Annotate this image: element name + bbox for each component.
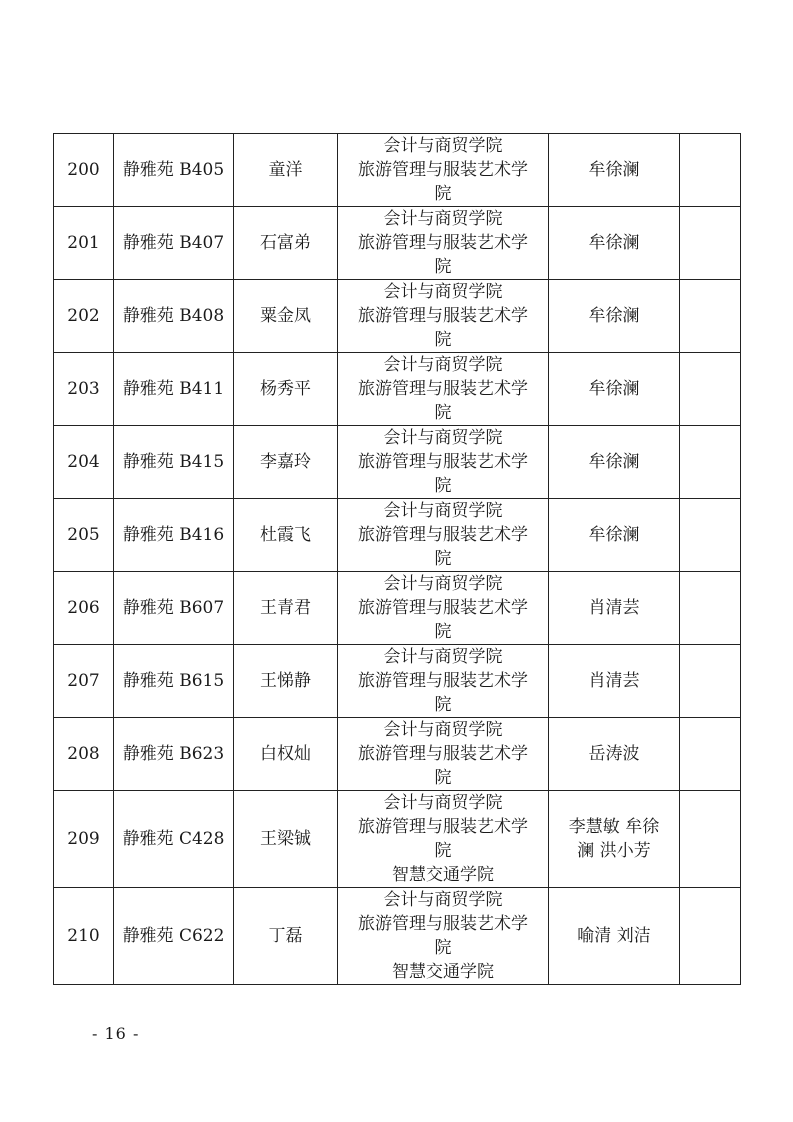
- college-line: 会计与商贸学院: [383, 355, 503, 375]
- college-line: 旅游管理与服装艺术学: [358, 306, 528, 326]
- dormitory-table: [53, 133, 741, 985]
- table-row: [54, 426, 741, 499]
- college-line: 旅游管理与服装艺术学: [358, 598, 528, 618]
- note-cell: [680, 426, 741, 499]
- note-cell: [680, 353, 741, 426]
- college-line: 旅游管理与服装艺术学: [358, 452, 528, 472]
- college-cell: [338, 280, 549, 353]
- note-cell: [680, 499, 741, 572]
- student-name-cell: 李嘉玲: [234, 426, 338, 499]
- row-number-cell: 205: [54, 499, 114, 572]
- note-cell: [680, 888, 741, 985]
- advisor-cell: [549, 426, 680, 499]
- table-row: [54, 353, 741, 426]
- dormitory-table-container: [53, 133, 741, 985]
- table-row: [54, 207, 741, 280]
- row-number-cell: 204: [54, 426, 114, 499]
- dorm-room-cell: 静雅苑 B416: [114, 499, 234, 572]
- college-line: 会计与商贸学院: [383, 890, 503, 910]
- table-row: [54, 134, 741, 207]
- dorm-room-cell: 静雅苑 B623: [114, 718, 234, 791]
- row-number-cell: 207: [54, 645, 114, 718]
- advisor-cell: [549, 645, 680, 718]
- student-name-cell: 王梁铖: [234, 791, 338, 888]
- table-row: [54, 280, 741, 353]
- advisor-cell: [549, 280, 680, 353]
- college-line: 旅游管理与服装艺术学: [358, 671, 528, 691]
- advisor-cell: [549, 353, 680, 426]
- college-line: 旅游管理与服装艺术学: [358, 914, 528, 934]
- advisor-line: 牟徐澜: [588, 233, 640, 253]
- advisor-line: 喻清 刘洁: [577, 926, 651, 946]
- college-line: 旅游管理与服装艺术学: [358, 160, 528, 180]
- college-line: 院: [434, 330, 452, 350]
- college-line: 旅游管理与服装艺术学: [358, 817, 528, 837]
- college-line: 会计与商贸学院: [383, 574, 503, 594]
- table-body: [54, 134, 741, 985]
- dorm-room-cell: 静雅苑 B407: [114, 207, 234, 280]
- college-cell: [338, 645, 549, 718]
- advisor-line: 澜 洪小芳: [577, 841, 651, 861]
- college-line: 院: [434, 549, 452, 569]
- college-line: 会计与商贸学院: [383, 501, 503, 521]
- page-number: - 16 -: [92, 1024, 140, 1043]
- dorm-room-cell: 静雅苑 B408: [114, 280, 234, 353]
- advisor-cell: [549, 718, 680, 791]
- advisor-line: 李慧敏 牟徐: [568, 817, 660, 837]
- college-line: 旅游管理与服装艺术学: [358, 525, 528, 545]
- student-name-cell: 丁磊: [234, 888, 338, 985]
- advisor-line: 肖清芸: [588, 671, 640, 691]
- advisor-line: 牟徐澜: [588, 452, 640, 472]
- student-name-cell: 白权灿: [234, 718, 338, 791]
- college-cell: [338, 718, 549, 791]
- note-cell: [680, 134, 741, 207]
- college-line: 院: [434, 622, 452, 642]
- advisor-cell: [549, 572, 680, 645]
- college-cell: [338, 499, 549, 572]
- college-cell: [338, 134, 549, 207]
- college-line: 院: [434, 768, 452, 788]
- table-row: [54, 718, 741, 791]
- college-line: 院: [434, 476, 452, 496]
- note-cell: [680, 207, 741, 280]
- college-line: 旅游管理与服装艺术学: [358, 233, 528, 253]
- college-line: 院: [434, 257, 452, 277]
- student-name-cell: 杨秀平: [234, 353, 338, 426]
- college-line: 旅游管理与服装艺术学: [358, 379, 528, 399]
- college-line: 院: [434, 695, 452, 715]
- college-cell: [338, 572, 549, 645]
- advisor-line: 牟徐澜: [588, 306, 640, 326]
- college-cell: [338, 207, 549, 280]
- college-line: 院: [434, 184, 452, 204]
- dorm-room-cell: 静雅苑 C622: [114, 888, 234, 985]
- note-cell: [680, 280, 741, 353]
- table-row: [54, 791, 741, 888]
- college-cell: [338, 888, 549, 985]
- dorm-room-cell: 静雅苑 B405: [114, 134, 234, 207]
- note-cell: [680, 718, 741, 791]
- student-name-cell: 王青君: [234, 572, 338, 645]
- student-name-cell: 石富弟: [234, 207, 338, 280]
- dorm-room-cell: 静雅苑 B607: [114, 572, 234, 645]
- note-cell: [680, 791, 741, 888]
- advisor-cell: [549, 791, 680, 888]
- college-cell: [338, 353, 549, 426]
- college-line: 会计与商贸学院: [383, 282, 503, 302]
- student-name-cell: 童洋: [234, 134, 338, 207]
- college-line: 院: [434, 938, 452, 958]
- row-number-cell: 203: [54, 353, 114, 426]
- college-line: 会计与商贸学院: [383, 428, 503, 448]
- note-cell: [680, 645, 741, 718]
- table-row: [54, 645, 741, 718]
- college-line: 会计与商贸学院: [383, 647, 503, 667]
- college-line: 会计与商贸学院: [383, 136, 503, 156]
- table-row: [54, 888, 741, 985]
- dorm-room-cell: 静雅苑 B411: [114, 353, 234, 426]
- table-row: [54, 499, 741, 572]
- college-line: 会计与商贸学院: [383, 209, 503, 229]
- dorm-room-cell: 静雅苑 B615: [114, 645, 234, 718]
- row-number-cell: 206: [54, 572, 114, 645]
- dorm-room-cell: 静雅苑 B415: [114, 426, 234, 499]
- note-cell: [680, 572, 741, 645]
- advisor-cell: [549, 888, 680, 985]
- college-line: 会计与商贸学院: [383, 720, 503, 740]
- student-name-cell: 粟金凤: [234, 280, 338, 353]
- row-number-cell: 201: [54, 207, 114, 280]
- student-name-cell: 王悌静: [234, 645, 338, 718]
- college-line: 院: [434, 841, 452, 861]
- college-line: 旅游管理与服装艺术学: [358, 744, 528, 764]
- table-row: [54, 572, 741, 645]
- college-line: 智慧交通学院: [392, 865, 494, 885]
- row-number-cell: 210: [54, 888, 114, 985]
- college-cell: [338, 426, 549, 499]
- advisor-line: 牟徐澜: [588, 379, 640, 399]
- college-line: 智慧交通学院: [392, 962, 494, 982]
- row-number-cell: 209: [54, 791, 114, 888]
- row-number-cell: 202: [54, 280, 114, 353]
- college-line: 院: [434, 403, 452, 423]
- advisor-line: 肖清芸: [588, 598, 640, 618]
- college-cell: [338, 791, 549, 888]
- advisor-cell: [549, 207, 680, 280]
- advisor-line: 岳涛波: [588, 744, 640, 764]
- advisor-cell: [549, 499, 680, 572]
- row-number-cell: 200: [54, 134, 114, 207]
- student-name-cell: 杜霞飞: [234, 499, 338, 572]
- advisor-line: 牟徐澜: [588, 525, 640, 545]
- advisor-line: 牟徐澜: [588, 160, 640, 180]
- row-number-cell: 208: [54, 718, 114, 791]
- college-line: 会计与商贸学院: [383, 793, 503, 813]
- advisor-cell: [549, 134, 680, 207]
- dorm-room-cell: 静雅苑 C428: [114, 791, 234, 888]
